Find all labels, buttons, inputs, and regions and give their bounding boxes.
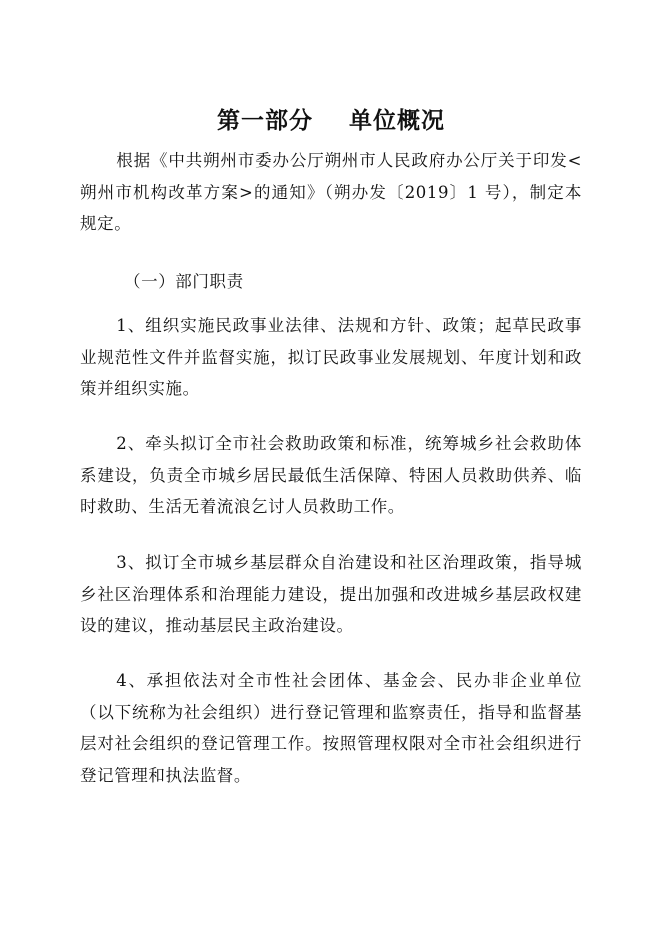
duty-paragraph-1 bbox=[80, 310, 582, 405]
intro-paragraph bbox=[80, 145, 582, 240]
intro-text: 根据《中共朔州市委办公厅朔州市人民政府办公厅关于印发<朔州市机构改革方案>的通知》（朔办发〔2019〕1 号），制定本规定。 bbox=[80, 151, 582, 233]
duty-paragraph-3 bbox=[80, 547, 582, 642]
duty-paragraph-4 bbox=[80, 665, 582, 791]
duty-text-2: 2、牵头拟订全市社会救助政策和标准，统筹城乡社会救助体系建设，负责全市城乡居民最低生活保障、特困人员救助供养、临时救助、生活无着流浪乞讨人员救助工作。 bbox=[80, 434, 582, 516]
duty-text-1: 1、组织实施民政事业法律、法规和方针、政策；起草民政事业规范性文件并监督实施，拟订民政事业发展规划、年度计划和政策并组织实施。 bbox=[80, 316, 582, 398]
section-heading: （一）部门职责 bbox=[124, 272, 244, 291]
duty-text-3: 3、拟订全市城乡基层群众自治建设和社区治理政策，指导城乡社区治理体系和治理能力建设，提出加强和改进城乡基层政权建设的建议，推动基层民主政治建设。 bbox=[80, 553, 582, 635]
page-title: 第一部分 单位概况 bbox=[216, 108, 446, 134]
duty-paragraph-2 bbox=[80, 428, 582, 523]
duty-text-4: 4、承担依法对全市性社会团体、基金会、民办非企业单位（以下统称为社会组织）进行登记管理和监察责任，指导和监督基层对社会组织的登记管理工作。按照管理权限对全市社会组织进行登记管理和执法监督。 bbox=[80, 671, 582, 785]
